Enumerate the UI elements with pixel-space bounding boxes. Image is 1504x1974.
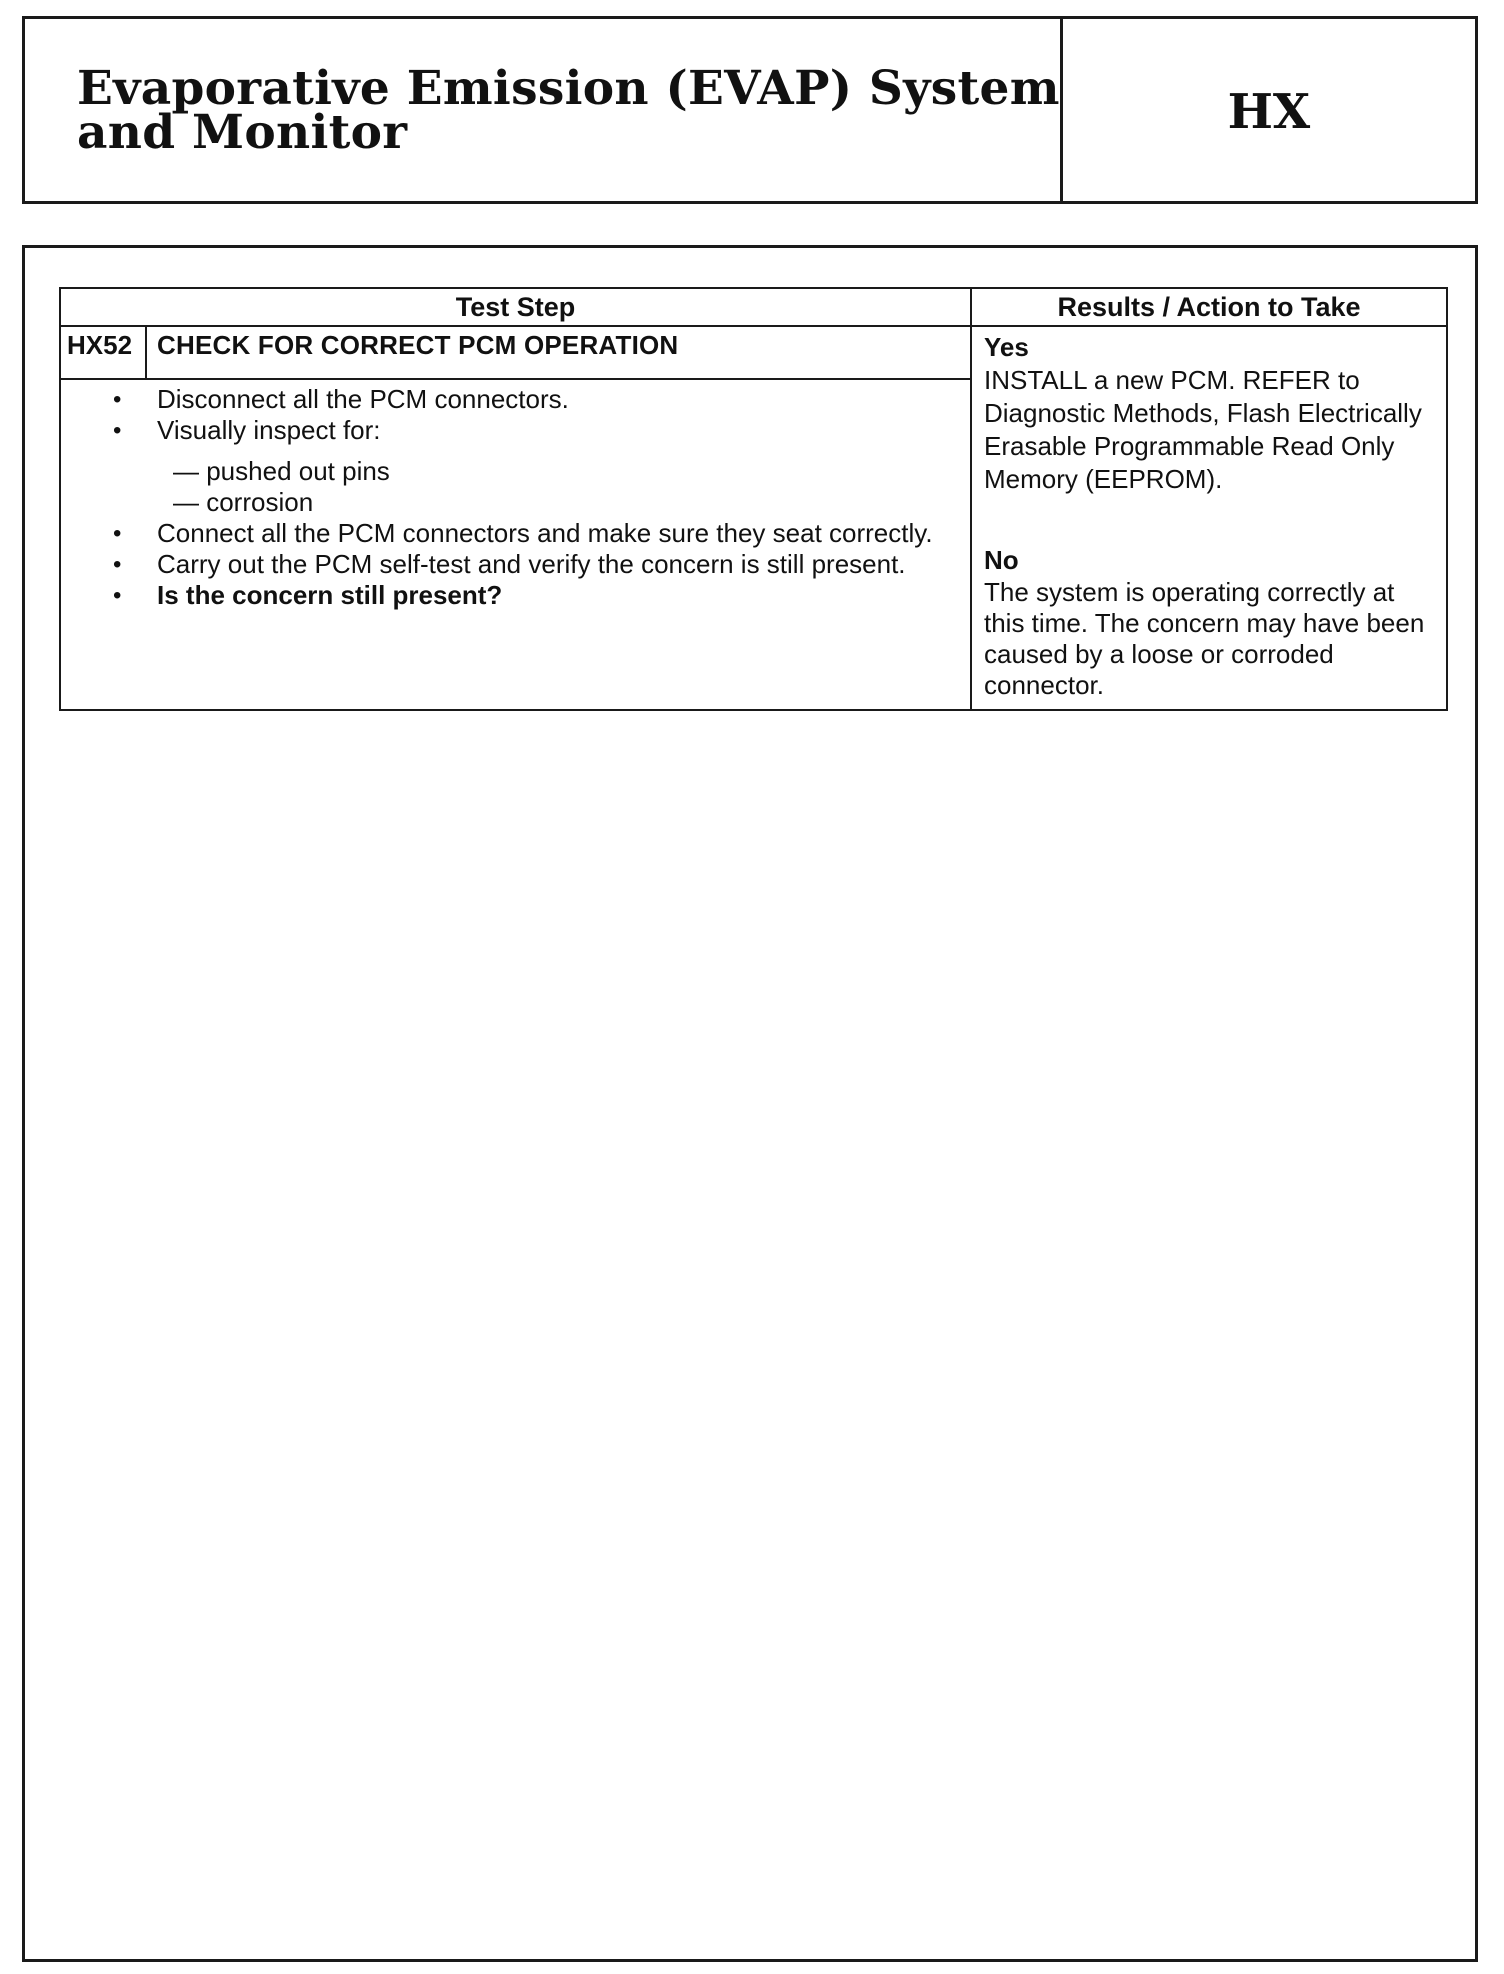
yes-label: Yes — [984, 332, 1029, 362]
inspection-sublist — [157, 456, 958, 518]
list-item: • Carry out the PCM self-test and verify the concern is still present. — [113, 549, 906, 580]
list-item: • Is the concern still present? — [113, 580, 503, 611]
header-results: Results / Action to Take — [971, 288, 1447, 326]
header-test-step: Test Step — [60, 288, 971, 326]
no-action: The system is operating correctly at this time. The concern may have been caused by a loose or corroded connector. — [984, 577, 1425, 700]
document-title — [25, 19, 1063, 201]
results-cell — [971, 326, 1447, 710]
step-instructions — [60, 379, 971, 710]
title-line-1: Evaporative Emission (EVAP) System — [77, 61, 1060, 116]
step-id: HX52 — [60, 326, 146, 379]
list-item: • Visually inspect for: — pushed out pins — corrosion — [157, 415, 958, 518]
yes-action: INSTALL a new PCM. REFER to Diagnostic Methods, Flash Electrically Erasable Programmable Read Only Memory (EEPROM). — [984, 365, 1422, 494]
title-line-2: and Monitor — [77, 105, 408, 160]
list-item: • Disconnect all the PCM connectors. — [113, 384, 569, 415]
list-item: • Connect all the PCM connectors and make sure they seat correctly. — [113, 518, 933, 549]
step-title: CHECK FOR CORRECT PCM OPERATION — [146, 326, 971, 379]
test-step-table — [59, 287, 1448, 711]
sub-item: — corrosion — [173, 487, 314, 518]
sub-item: — pushed out pins — [173, 456, 390, 487]
section-code: HX — [1227, 84, 1311, 140]
page-header — [22, 16, 1478, 204]
question: Is the concern still present? — [157, 580, 503, 611]
content-frame — [22, 245, 1478, 1962]
instruction-list — [61, 384, 958, 611]
no-label: No — [984, 545, 1019, 575]
